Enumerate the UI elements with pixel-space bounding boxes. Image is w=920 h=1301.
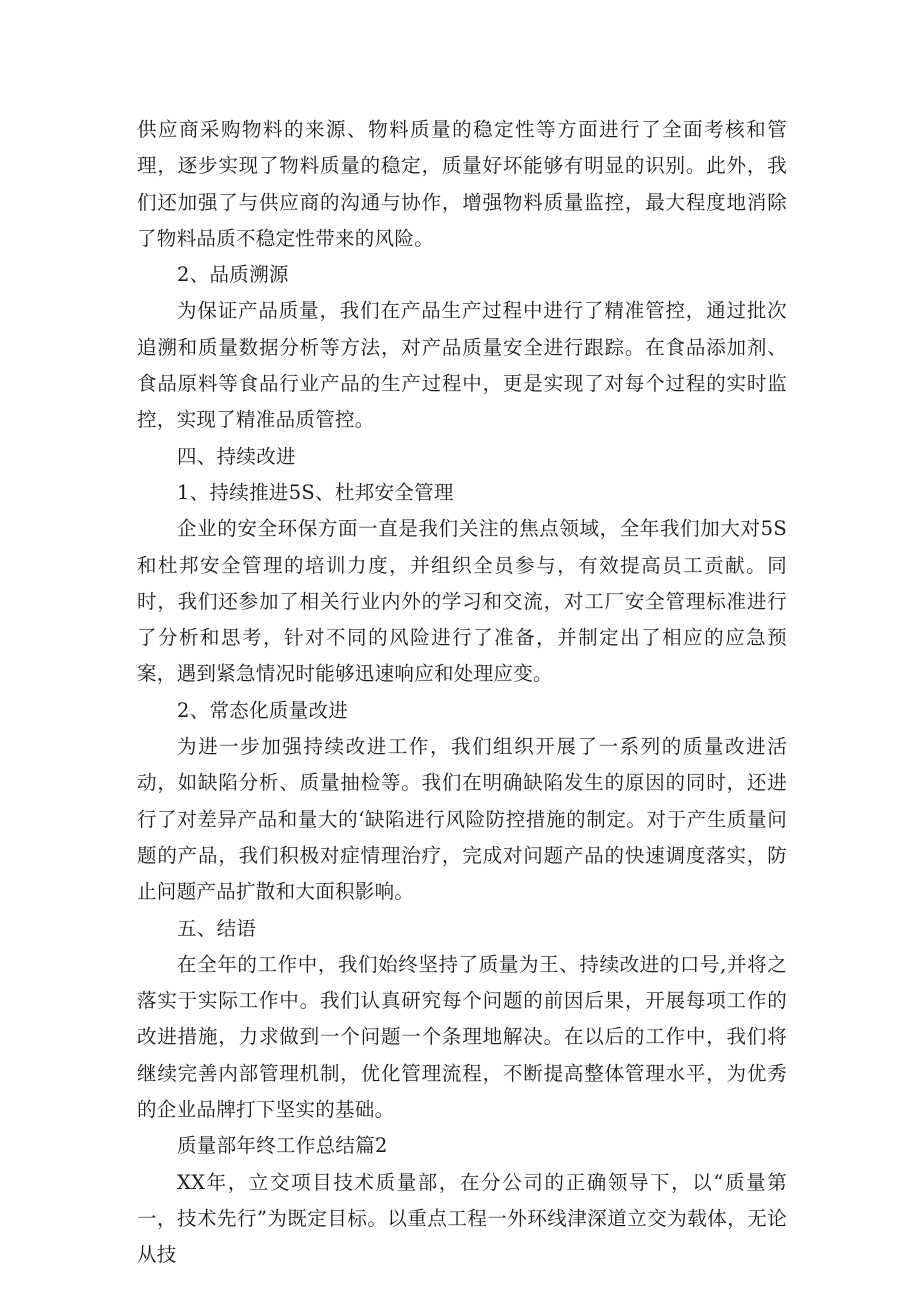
paragraph-safety-management: 企业的安全环保方面一直是我们关注的焦点领域，全年我们加大对5S和杜邦安全管理的培训力度，并组织全员参与，有效提高员工贡献。同时，我们还参加了相关行业内外的学习和交流，对工厂安全管理标准进行了分析和思考，针对不同的风险进行了准备，并制定出了相应的应急预案，遇到紧急情况时能够迅速响应和处理应变。 [137,517,787,686]
paragraph-conclusion: 在全年的工作中，我们始终坚持了质量为王、持续改进的口号,并将之落实于实际工作中。我们认真研究每个问题的前因后果，开展每项工作的改进措施，力求做到一个问题一个条理地解决。在以后的工作中，我们将继续完善内部管理机制，优化管理流程，不断提高整体管理水平，为优秀的企业品牌打下坚实的基础。 [137,952,787,1122]
heading-normalized-quality-improvement: 2、常态化质量改进 [177,698,349,722]
paragraph-article-2-intro: XX年，立交项目技术质量部，在分公司的正确领导下，以“质量第一，技术先行”为既定目标。以重点工程一外环线津深道立交为载体，无论从技 [137,1170,787,1267]
heading-quality-traceability: 2、品质溯源 [177,263,289,287]
paragraph-supplier-management: 供应商采购物料的来源、物料质量的稳定性等方面进行了全面考核和管理，逐步实现了物料质量的稳定，质量好坏能够有明显的识别。此外，我们还加强了与供应商的沟通与协作，增强物料质量监控，最大程度地消除了物料品质不稳定性带来的风险。 [137,118,787,250]
paragraph-quality-traceability: 为保证产品质量，我们在产品生产过程中进行了精准管控，通过批次追溯和质量数据分析等方法，对产品质量安全进行跟踪。在食品添加剂、食品原料等食品行业产品的生产过程中，更是实现了对每个过程的实时监控，实现了精准品质管控。 [137,299,787,432]
paragraph-quality-improvement: 为进一步加强持续改进工作，我们组织开展了一系列的质量改进活动，如缺陷分析、质量抽检等。我们在明确缺陷发生的原因的同时，还进行了对差异产品和量大的‘缺陷进行风险防控措施的制定。对于产生质量问题的产品，我们积极对症情理治疗，完成对问题产品的快速调度落实，防止问题产品扩散和大面积影响。 [137,735,787,904]
heading-conclusion: 五、结语 [177,916,257,940]
heading-5s-dupont-safety: 1、持续推进5S、杜邦安全管理 [177,480,454,504]
heading-continuous-improvement: 四、持续改进 [177,444,296,468]
heading-article-2: 质量部年终工作总结篇2 [177,1134,388,1158]
document-body [137,112,787,1274]
